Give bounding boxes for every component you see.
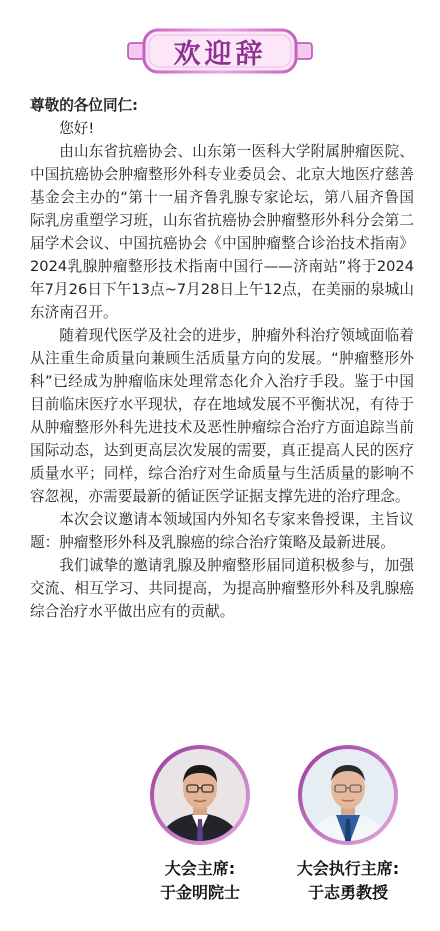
paragraph-organizers: 由山东省抗癌协会、山东第一医科大学附属肿瘤医院、中国抗癌协会肿瘤整形外科专业委员会、北京大地医疗慈善基金会主办的“第十一届齐鲁乳腺专家论坛，第八届齐鲁国际乳房重塑学习班，山东省抗癌协会肿瘤整形外科分会第二届学术会议、中国抗癌协会《中国肿瘤整合诊治技术指南》2024乳腺肿瘤整形技术指南中国行——济南站”将于2024年7月26日下午13点~7月28日上午12点，在美丽的泉城山东济南召开。 (30, 143, 414, 321)
letter-body (30, 94, 414, 623)
executive-chairman-name: 于志勇教授 (307, 883, 388, 902)
paragraph-development: 随着现代医学及社会的进步，肿瘤外科治疗领域面临着从注重生命质量向兼顾生活质量方向的发展。“肿瘤整形外科”已经成为肿瘤临床处理常态化介入治疗手段。鉴于中国目前临床医疗水平现状，存在地域发展不平衡状况，有待于从肿瘤整形外科先进技术及恶性肿瘤综合治疗方面追踪当前国际动态，达到更高层次发展的需要，真正提高人民的医疗质量水平；同样，综合治疗对生命质量与生活质量的影响不容忽视，亦需要最新的循证医学证据支撑先进的治疗理念。 (30, 327, 414, 505)
chairman-avatar (148, 743, 252, 847)
title-banner (0, 26, 440, 76)
executive-chairman-avatar (296, 743, 400, 847)
speaker-chairman (130, 743, 270, 905)
speaker-executive-chairman (278, 743, 418, 905)
chairman-role: 大会主席: (164, 859, 236, 878)
chairman-name: 于金明院士 (159, 883, 240, 902)
executive-chairman-role: 大会执行主席: (296, 859, 400, 878)
page-title: 欢迎辞 (173, 39, 267, 70)
paragraph-invitation: 我们诚挚的邀请乳腺及肿瘤整形届同道积极参与，加强交流、相互学习、共同提高，为提高肿瘤整形外科及乳腺癌综合治疗水平做出应有的贡献。 (30, 557, 414, 620)
paragraph-topic: 本次会议邀请本领域国内外知名专家来鲁授课，主旨议题：肿瘤整形外科及乳腺癌的综合治疗策略及最新进展。 (30, 511, 414, 551)
salutation: 尊敬的各位同仁: (30, 97, 138, 114)
greeting: 您好! (59, 120, 95, 137)
